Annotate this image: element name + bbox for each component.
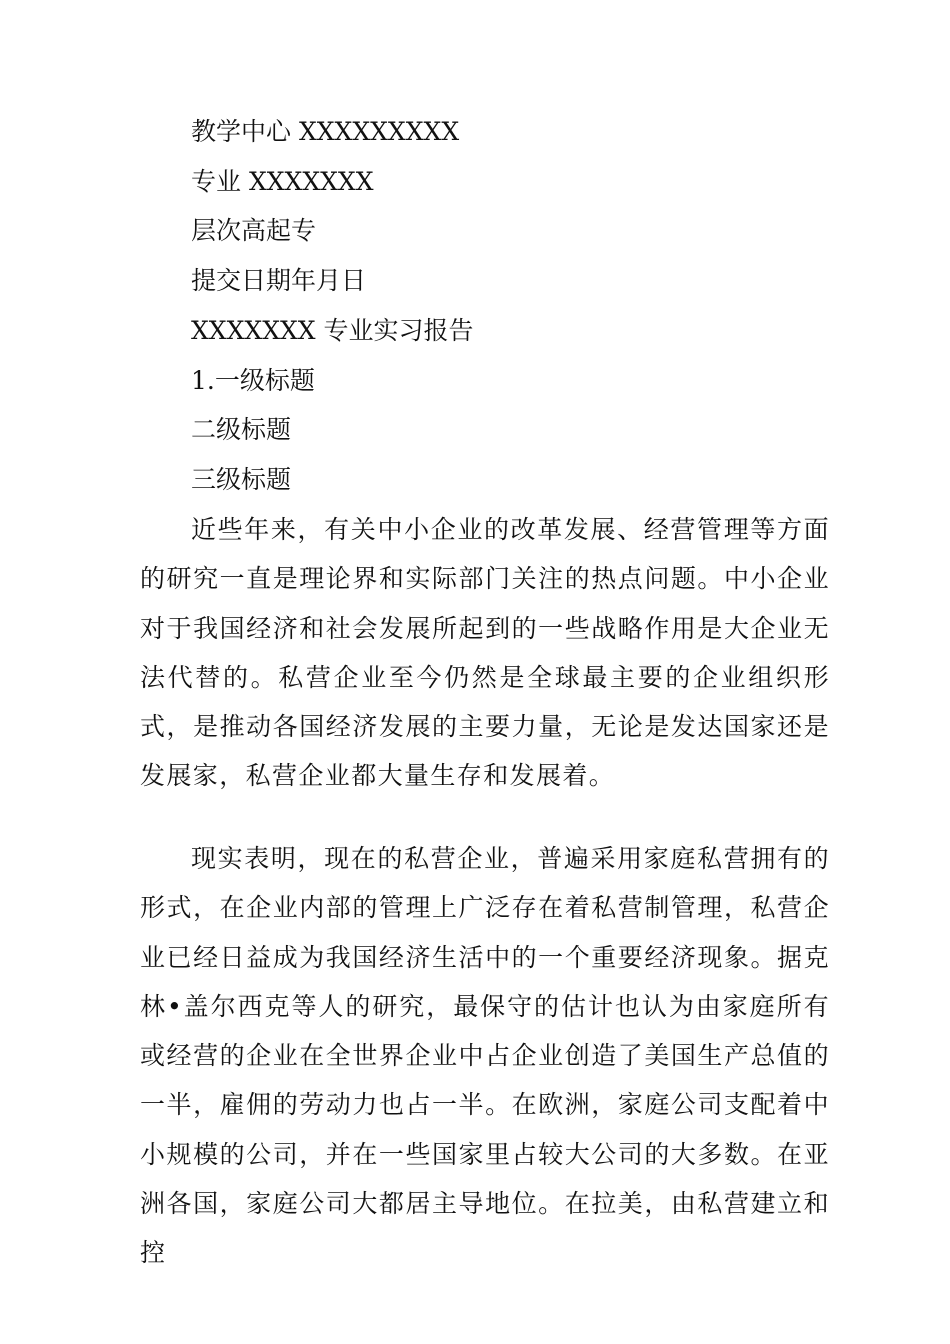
report-title: XXXXXXX 专业实习报告: [191, 316, 474, 345]
submit-date-line: 提交日期年月日: [191, 266, 367, 295]
heading-level-3: 三级标题: [191, 465, 292, 494]
body-paragraph-2: 现实表明，现在的私营企业，普遍采用家庭私营拥有的形式，在企业内部的管理上广泛存在着私营制管理，私营企业已经日益成为我国经济生活中的一个重要经济现象。据克林•盖尔西克等人的研究，最保守的估计也认为由家庭所有或经营的企业在全世界企业中占企业创造了美国生产总值的一半，雇佣的劳动力也占一半。在欧洲，家庭公司支配着中小规模的公司，并在一些国家里占较大公司的大多数。在亚洲各国，家庭公司大都居主导地位。在拉美，由私营建立和控: [140, 844, 830, 1268]
major-line: 专业 XXXXXXX: [191, 167, 374, 196]
heading-level-2: 二级标题: [191, 415, 292, 444]
body-paragraph-1: 近些年来，有关中小企业的改革发展、经营管理等方面的研究一直是理论界和实际部门关注的热点问题。中小企业对于我国经济和社会发展所起到的一些战略作用是大企业无法代替的。私营企业至今仍然是全球最主要的企业组织形式，是推动各国经济发展的主要力量，无论是发达国家还是发展家，私营企业都大量生存和发展着。: [140, 515, 830, 791]
heading-level-1: 1.一级标题: [191, 366, 315, 395]
teaching-center-line: 教学中心 XXXXXXXXX: [191, 117, 460, 146]
level-line: 层次高起专: [191, 216, 317, 245]
